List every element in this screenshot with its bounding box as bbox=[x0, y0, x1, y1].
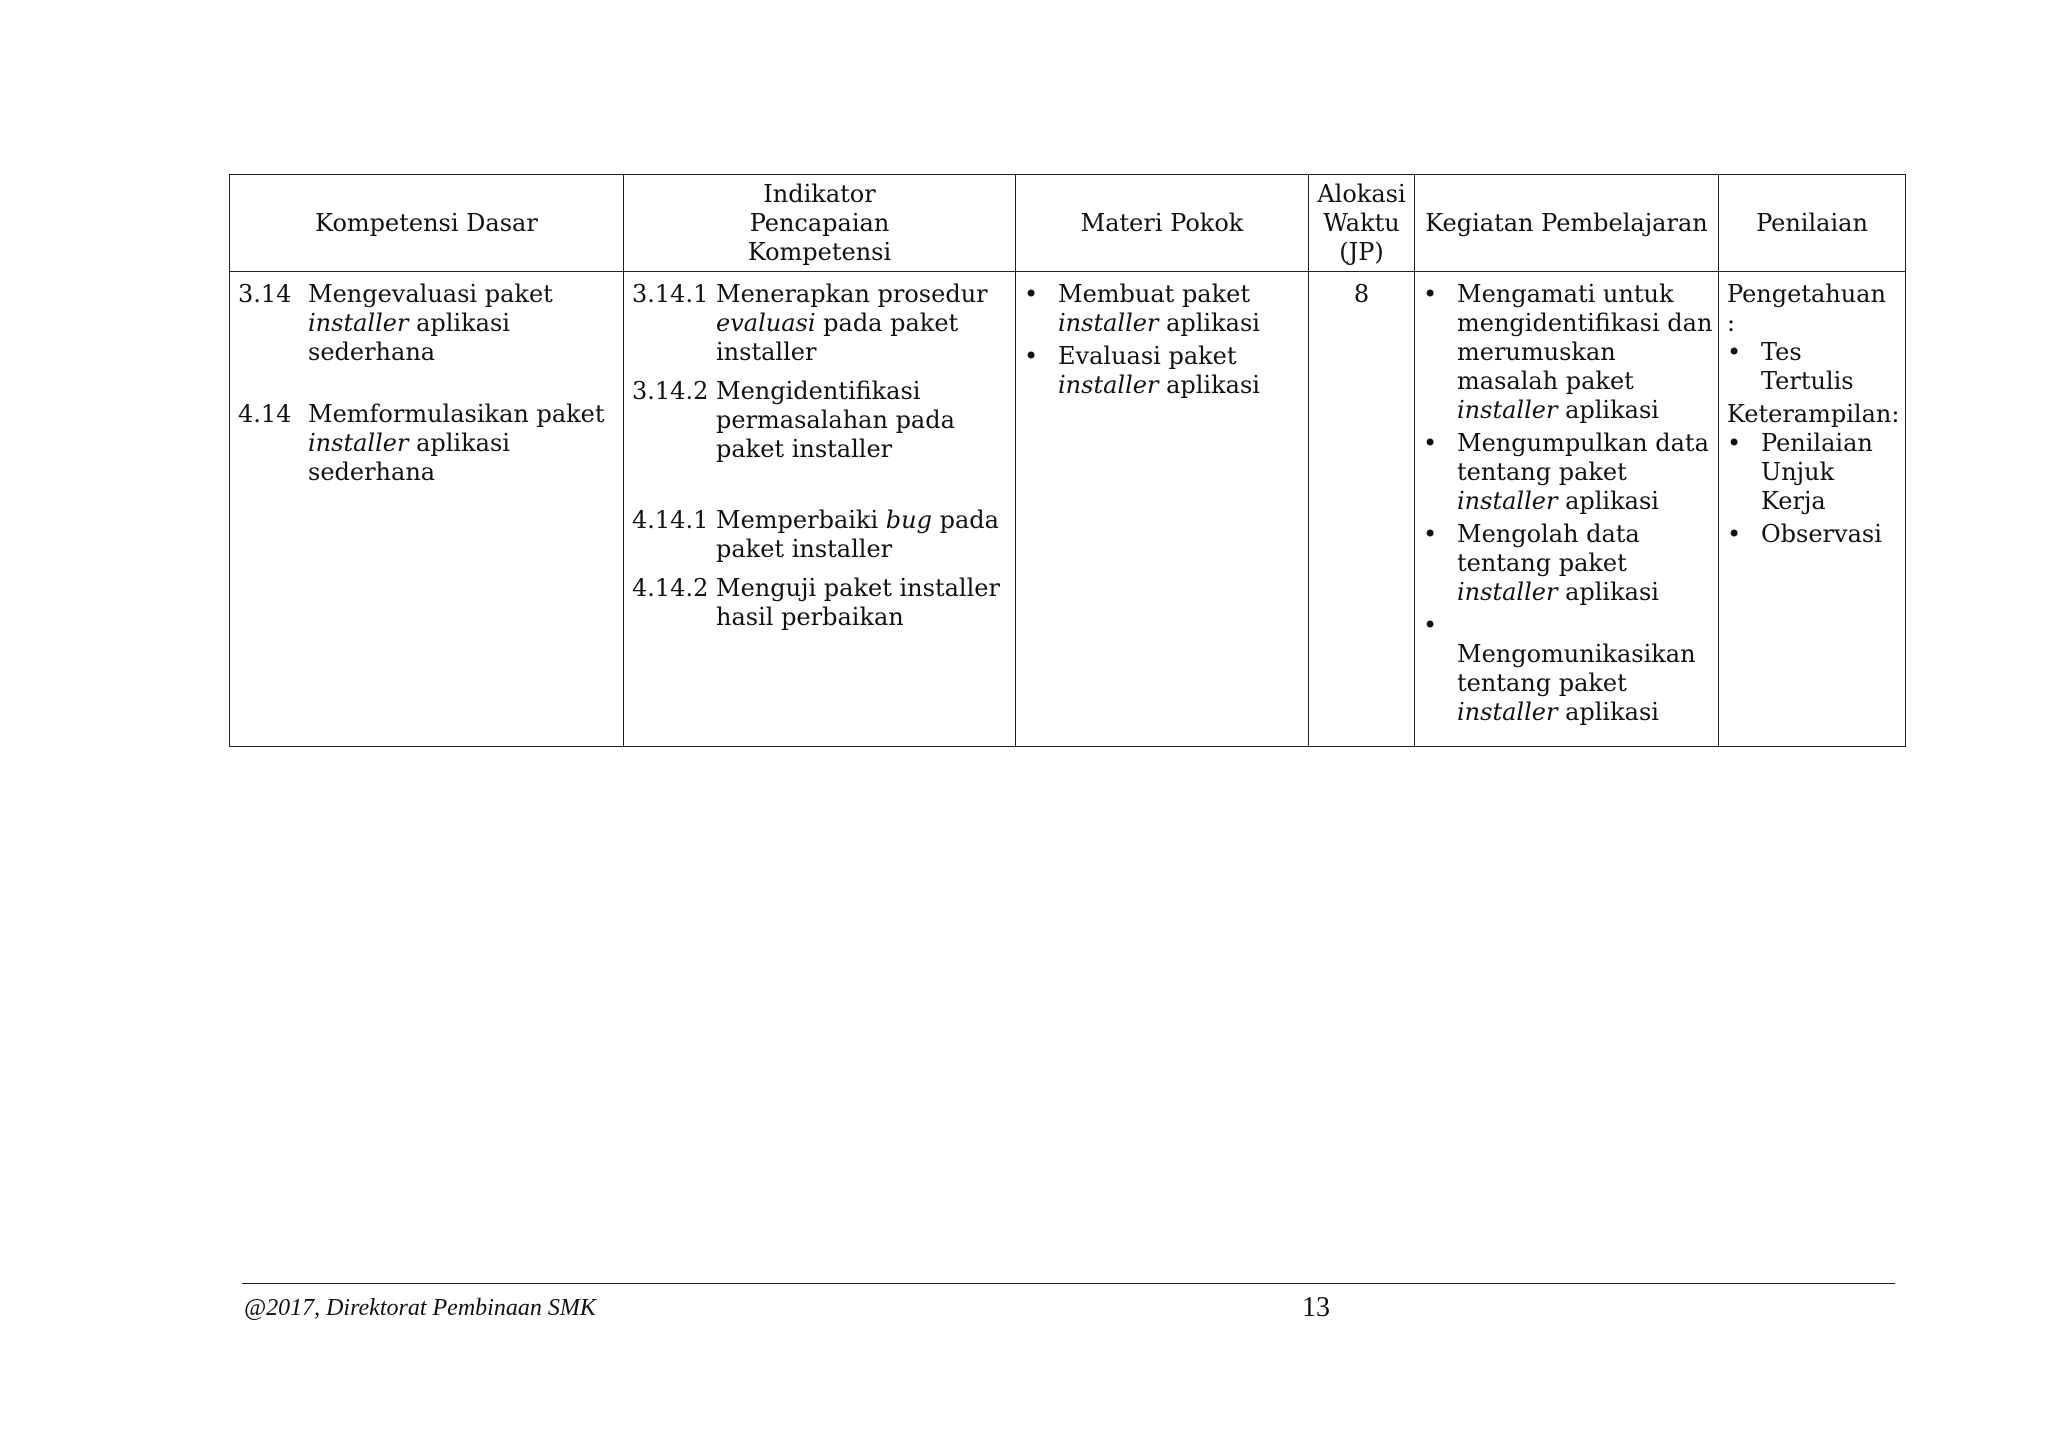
ipk-item bbox=[632, 506, 1007, 564]
header-alokasi-waktu bbox=[1309, 175, 1415, 272]
bullet bbox=[1727, 429, 1761, 516]
kd-item bbox=[238, 400, 615, 487]
cell-kegiatan bbox=[1415, 272, 1719, 747]
spacer bbox=[632, 564, 1007, 574]
kegiatan-text-part: aplikasi bbox=[1557, 698, 1659, 726]
kd-item bbox=[238, 280, 615, 367]
cell-penilaian bbox=[1719, 272, 1906, 747]
bullet bbox=[1423, 520, 1457, 607]
bullet bbox=[1024, 342, 1058, 400]
ipk-text-part: Memperbaiki bbox=[716, 506, 886, 534]
footer-copyright: @2017, Direktorat Pembinaan SMK bbox=[244, 1295, 596, 1321]
penilaian-keterampilan-list bbox=[1727, 429, 1901, 549]
ipk-item bbox=[632, 280, 1007, 367]
kegiatan-text-part: Mengolah data tentang paket bbox=[1457, 520, 1640, 577]
kd-number: 3.14 bbox=[238, 280, 292, 308]
ipk-item bbox=[632, 377, 1007, 464]
kegiatan-text-italic: installer bbox=[1457, 487, 1558, 515]
kegiatan-text-part: Mengamati untuk mengidentifikasi dan merumuskan masalah paket bbox=[1457, 280, 1713, 395]
penilaian-item: Penilaian Unjuk Kerja bbox=[1761, 429, 1873, 515]
kd-text-part: aplikasi sederhana bbox=[308, 309, 510, 366]
kegiatan-text-part: aplikasi bbox=[1557, 487, 1659, 515]
list-item bbox=[1727, 520, 1901, 549]
materi-list bbox=[1024, 280, 1300, 400]
kd-text bbox=[308, 280, 615, 367]
list-item bbox=[1727, 338, 1901, 396]
kegiatan-list bbox=[1423, 280, 1714, 727]
kegiatan-text-part: Mengomunikasikan tentang paket bbox=[1457, 640, 1696, 697]
header-materi-pokok: Materi Pokok bbox=[1016, 175, 1309, 272]
syllabus-table bbox=[229, 174, 1906, 747]
list-item bbox=[1423, 429, 1714, 516]
kegiatan-text bbox=[1423, 640, 1714, 727]
penilaian-keterampilan-label: Keterampilan: bbox=[1727, 400, 1900, 428]
kegiatan-text bbox=[1457, 429, 1714, 516]
kd-text-italic: installer bbox=[308, 429, 409, 457]
ipk-number: 3.14.1 bbox=[632, 280, 709, 308]
materi-text-italic: installer bbox=[1058, 309, 1159, 337]
list-item bbox=[1423, 520, 1714, 607]
bullet bbox=[1423, 611, 1457, 640]
penilaian-pengetahuan-list bbox=[1727, 338, 1901, 396]
ipk-item bbox=[632, 574, 1007, 632]
ipk-number: 3.14.2 bbox=[632, 377, 709, 405]
bullet bbox=[1423, 280, 1457, 425]
bullet bbox=[1024, 280, 1058, 338]
bullet bbox=[1727, 338, 1761, 396]
cell-kompetensi-dasar bbox=[230, 272, 624, 747]
materi-text-part: aplikasi bbox=[1158, 371, 1260, 399]
kd-text-part: Mengevaluasi paket bbox=[308, 280, 553, 308]
kd-text-part: aplikasi sederhana bbox=[308, 429, 510, 486]
materi-text-part: Evaluasi paket bbox=[1058, 342, 1237, 370]
table-header-row bbox=[230, 175, 1906, 272]
ipk-text-part: Menguji paket installer hasil perbaikan bbox=[716, 574, 1000, 631]
ipk-text-part: pada paket installer bbox=[716, 309, 959, 366]
page-number: 13 bbox=[1302, 1292, 1330, 1323]
materi-text bbox=[1058, 342, 1300, 400]
table-row bbox=[230, 272, 1906, 747]
ipk-number: 4.14.1 bbox=[632, 506, 709, 534]
ipk-text bbox=[716, 377, 1007, 464]
list-item bbox=[1024, 280, 1300, 338]
spacer bbox=[632, 464, 1007, 506]
kegiatan-text-part: aplikasi bbox=[1557, 396, 1659, 424]
kd-text-part: Memformulasikan paket bbox=[308, 400, 605, 428]
list-item bbox=[1727, 429, 1901, 516]
ipk-text-part: Mengidentifikasi permasalahan pada paket installer bbox=[716, 377, 955, 463]
cell-materi-pokok bbox=[1016, 272, 1309, 747]
kegiatan-text bbox=[1457, 520, 1714, 607]
header-kompetensi-dasar: Kompetensi Dasar bbox=[230, 175, 624, 272]
kegiatan-text-italic: installer bbox=[1457, 578, 1558, 606]
penilaian-item: Tes Tertulis bbox=[1761, 338, 1854, 395]
spacer bbox=[632, 367, 1007, 377]
kd-text bbox=[308, 400, 615, 487]
footer-divider bbox=[242, 1283, 1895, 1284]
kd-text-italic: installer bbox=[308, 309, 409, 337]
materi-text-italic: installer bbox=[1058, 371, 1159, 399]
ipk-text-part: Menerapkan prosedur bbox=[716, 280, 988, 308]
header-kegiatan: Kegiatan Pembelajaran bbox=[1415, 175, 1719, 272]
ipk-number: 4.14.2 bbox=[632, 574, 709, 602]
ipk-text-italic: evaluasi bbox=[716, 309, 816, 337]
ipk-text bbox=[716, 506, 1007, 564]
spacer bbox=[238, 367, 615, 400]
materi-text-part: Membuat paket bbox=[1058, 280, 1250, 308]
kegiatan-text-part: aplikasi bbox=[1557, 578, 1659, 606]
header-indikator-text: Indikator Pencapaian Kompetensi bbox=[747, 179, 892, 266]
cell-indikator bbox=[624, 272, 1016, 747]
penilaian-pengetahuan-label: Pengetahuan : bbox=[1727, 280, 1886, 337]
materi-text bbox=[1058, 280, 1300, 338]
ipk-text bbox=[716, 280, 1007, 367]
materi-text-part: aplikasi bbox=[1158, 309, 1260, 337]
list-item bbox=[1423, 280, 1714, 425]
ipk-text-italic: bug bbox=[885, 506, 932, 534]
list-item bbox=[1423, 611, 1714, 727]
list-item bbox=[1024, 342, 1300, 400]
ipk-text bbox=[716, 574, 1007, 632]
kegiatan-text-italic: installer bbox=[1457, 698, 1558, 726]
header-penilaian: Penilaian bbox=[1719, 175, 1906, 272]
bullet bbox=[1423, 429, 1457, 516]
kegiatan-text-part: Mengumpulkan data tentang paket bbox=[1457, 429, 1709, 486]
header-alokasi-waktu-text: Alokasi Waktu (JP) bbox=[1317, 179, 1406, 266]
ipk-text-part: pada paket installer bbox=[716, 506, 999, 563]
header-indikator bbox=[624, 175, 1016, 272]
cell-alokasi-waktu: 8 bbox=[1309, 272, 1415, 747]
penilaian-item: Observasi bbox=[1761, 520, 1882, 548]
kegiatan-text bbox=[1457, 280, 1714, 425]
bullet bbox=[1727, 520, 1761, 549]
kd-number: 4.14 bbox=[238, 400, 292, 428]
kegiatan-text-italic: installer bbox=[1457, 396, 1558, 424]
